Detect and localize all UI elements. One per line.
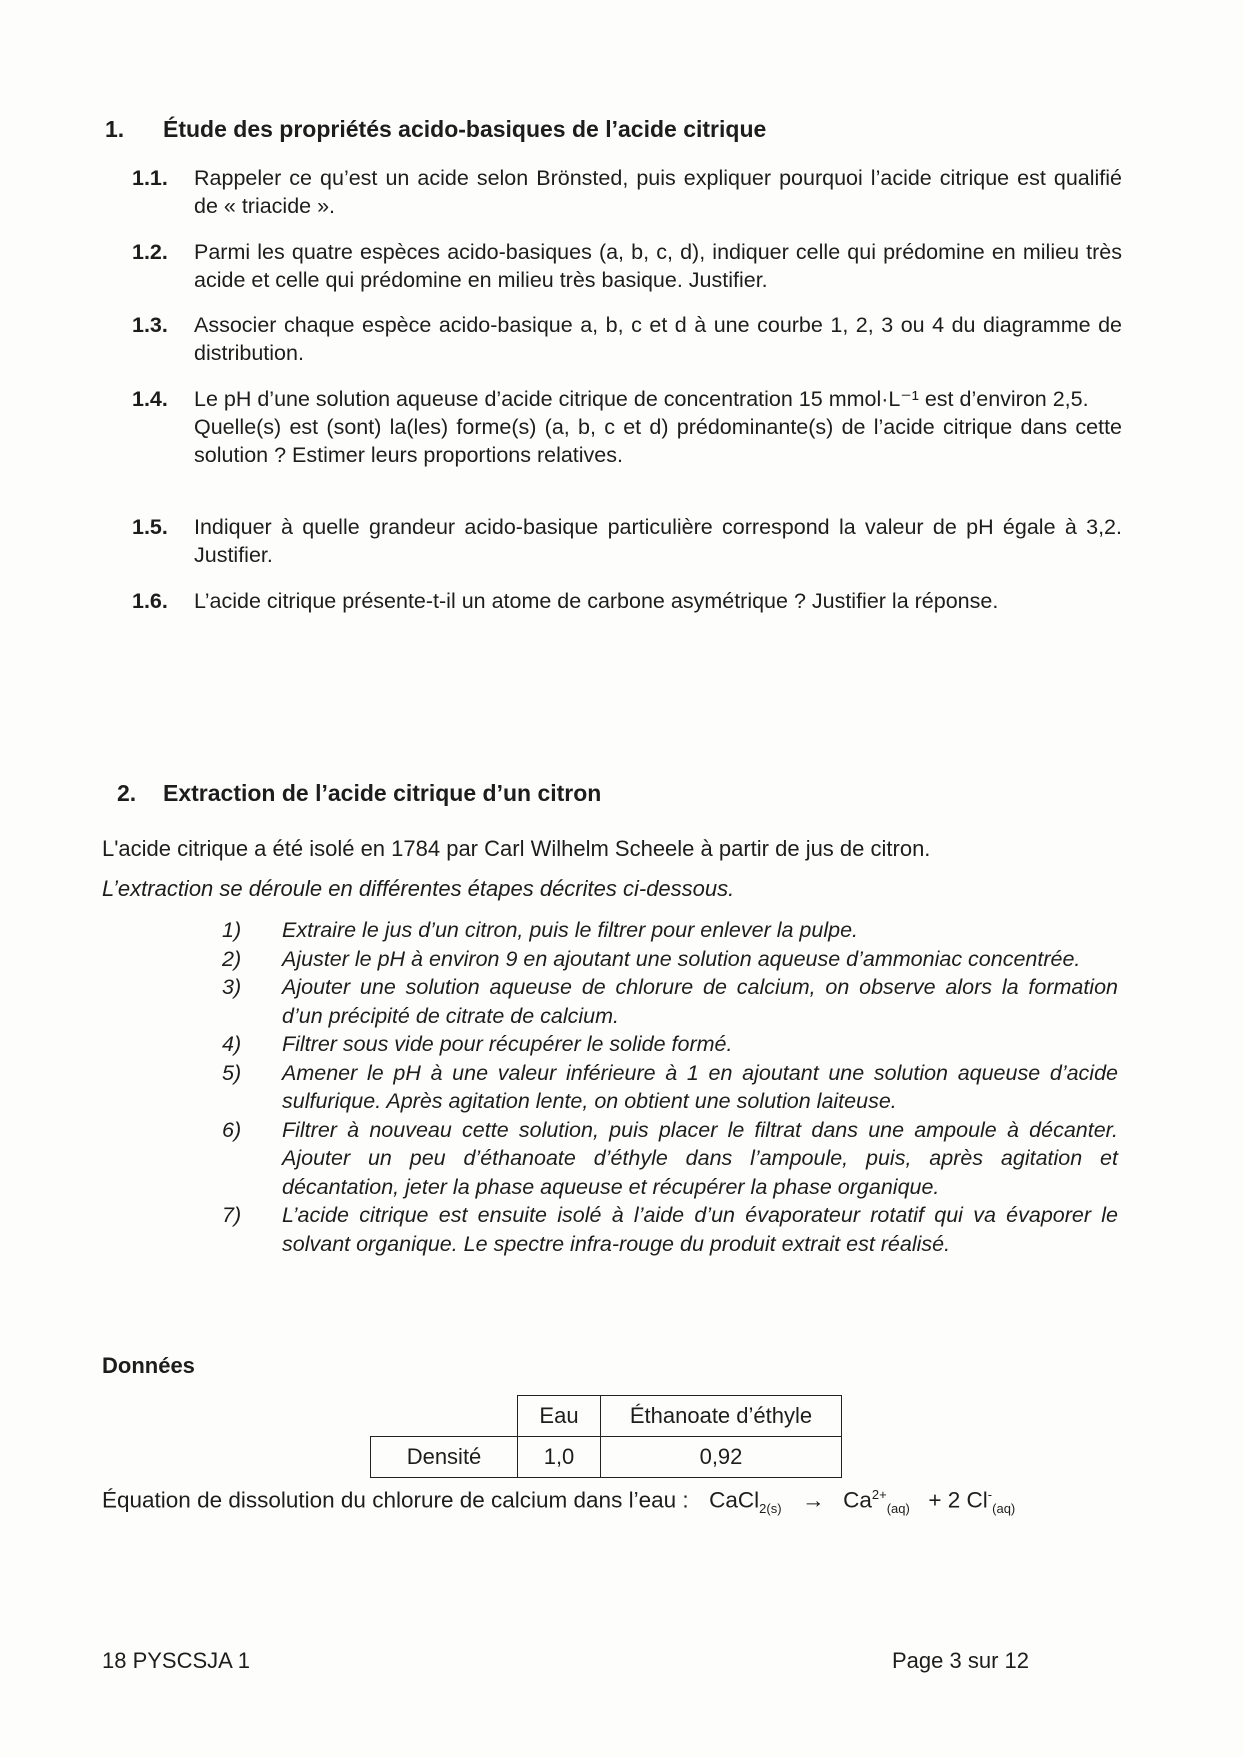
question-text: Le pH d’une solution aqueuse d’acide citrique de concentration 15 mmol·L⁻¹ est d’environ 2,5. <box>194 387 1089 411</box>
equation-label: Équation de dissolution du chlorure de calcium dans l’eau : <box>102 1487 689 1513</box>
step-text: Ajuster le pH à environ 9 en ajoutant une solution aqueuse d’ammoniac concentrée. <box>282 946 1081 971</box>
question-1-5 <box>132 513 1122 569</box>
question-number: 1.2. <box>132 240 168 264</box>
intro-text: L'acide citrique a été isolé en 1784 par Carl Wilhelm Scheele à partir de jus de citron. <box>102 836 931 861</box>
step-item <box>218 916 1118 945</box>
product2-charge: - <box>987 1487 993 1502</box>
step-number: 5) <box>222 1060 242 1085</box>
question-text: Rappeler ce qu’est un acide selon Brönsted, puis expliquer pourquoi l’acide citrique est qualifié de « triacide ». <box>194 166 1122 218</box>
question-number: 1.1. <box>132 166 168 190</box>
intro-italic-text: L’extraction se déroule en différentes étapes décrites ci-dessous. <box>102 876 735 901</box>
step-item <box>218 945 1118 974</box>
product2-formula: Cl <box>966 1487 988 1513</box>
question-number: 1.3. <box>132 313 168 337</box>
step-text: Ajouter une solution aqueuse de chlorure de calcium, on observe alors la formation d’un précipité de citrate de calcium. <box>282 975 1118 1028</box>
step-item <box>218 1201 1118 1258</box>
table-row-label: Densité <box>371 1437 518 1478</box>
question-number: 1.4. <box>132 387 168 411</box>
step-number: 3) <box>222 975 242 999</box>
step-item <box>218 1030 1118 1059</box>
section-title: Extraction de l’acide citrique d’un citron <box>163 780 602 806</box>
table-row <box>371 1437 842 1478</box>
table-cell: 1,0 <box>518 1437 601 1478</box>
question-text: Associer chaque espèce acido-basique a, b, c et d à une courbe 1, 2, 3 ou 4 du diagramme de distribution. <box>194 313 1122 365</box>
section-number: 1. <box>105 116 125 142</box>
extraction-steps <box>218 916 1118 1258</box>
step-text: Amener le pH à une valeur inférieure à 1 en ajoutant une solution aqueuse d’acide sulfurique. Après agitation lente, on obtient une solution laiteuse. <box>282 1060 1118 1113</box>
question-1-4 <box>132 385 1122 469</box>
section-1-heading <box>105 116 766 143</box>
step-number: 1) <box>222 918 242 942</box>
density-table <box>370 1395 842 1478</box>
section-title: Étude des propriétés acido-basiques de l’acide citrique <box>163 116 767 142</box>
step-number: 6) <box>222 1117 242 1142</box>
step-text: Filtrer à nouveau cette solution, puis placer le filtrat dans une ampoule à décanter. Ajouter un peu d’éthanoate d’éthyle dans l’ampoule, puis, après agitation et décantation, jeter la phase aqueuse et récupérer la phase organique. <box>282 1117 1118 1199</box>
step-number: 2) <box>222 946 242 971</box>
table-cell: 0,92 <box>601 1437 842 1478</box>
step-item <box>218 1116 1118 1202</box>
reactant-subscript: 2(s) <box>759 1501 782 1516</box>
product2-state: (aq) <box>992 1501 1016 1516</box>
dissolution-equation <box>102 1487 1015 1516</box>
section-2-heading <box>117 780 601 807</box>
reaction-arrow: → <box>802 1487 825 1513</box>
step-item <box>218 1059 1118 1116</box>
plus-coefficient: + 2 <box>928 1487 961 1513</box>
step-text: Extraire le jus d’un citron, puis le filtrer pour enlever la pulpe. <box>282 918 859 942</box>
question-text: Parmi les quatre espèces acido-basiques (a, b, c, d), indiquer celle qui prédomine en milieu très acide et celle qui prédomine en milieu très basique. Justifier. <box>194 240 1122 292</box>
step-number: 7) <box>222 1203 242 1227</box>
step-text: L’acide citrique est ensuite isolé à l’aide d’un évaporateur rotatif qui va évaporer le solvant organique. Le spectre infra-rouge du produit extrait est réalisé. <box>282 1203 1118 1256</box>
question-1-2 <box>132 238 1122 294</box>
question-text: Quelle(s) est (sont) la(les) forme(s) (a, b, c et d) prédominante(s) de l’acide citrique dans cette solution ? Estimer leurs proportions relatives. <box>194 415 1122 467</box>
footer-exam-code: 18 PYSCSJA 1 <box>102 1648 250 1673</box>
question-1-6 <box>132 587 1122 615</box>
step-text: Filtrer sous vide pour récupérer le solide formé. <box>282 1032 733 1056</box>
table-header-row <box>371 1396 842 1437</box>
product1-charge: 2+ <box>871 1487 887 1502</box>
question-number: 1.5. <box>132 515 168 539</box>
footer-page-number: Page 3 sur 12 <box>892 1648 1029 1673</box>
question-text: L’acide citrique présente-t-il un atome de carbone asymétrique ? Justifier la réponse. <box>194 589 999 613</box>
question-number: 1.6. <box>132 589 168 613</box>
question-1-3 <box>132 311 1122 367</box>
product1-formula: Ca <box>843 1487 872 1513</box>
donnees-label: Données <box>102 1353 195 1378</box>
question-text: Indiquer à quelle grandeur acido-basique particulière correspond la valeur de pH égale à 3,2. Justifier. <box>194 515 1122 567</box>
product1-state: (aq) <box>886 1501 910 1516</box>
step-item <box>218 973 1118 1030</box>
table-corner-cell <box>371 1396 518 1437</box>
section-number: 2. <box>117 780 137 806</box>
table-header-cell: Éthanoate d’éthyle <box>601 1396 842 1437</box>
table-header-cell: Eau <box>518 1396 601 1437</box>
question-1-1 <box>132 164 1122 220</box>
step-number: 4) <box>222 1032 242 1056</box>
reactant-formula: CaCl <box>709 1487 760 1513</box>
